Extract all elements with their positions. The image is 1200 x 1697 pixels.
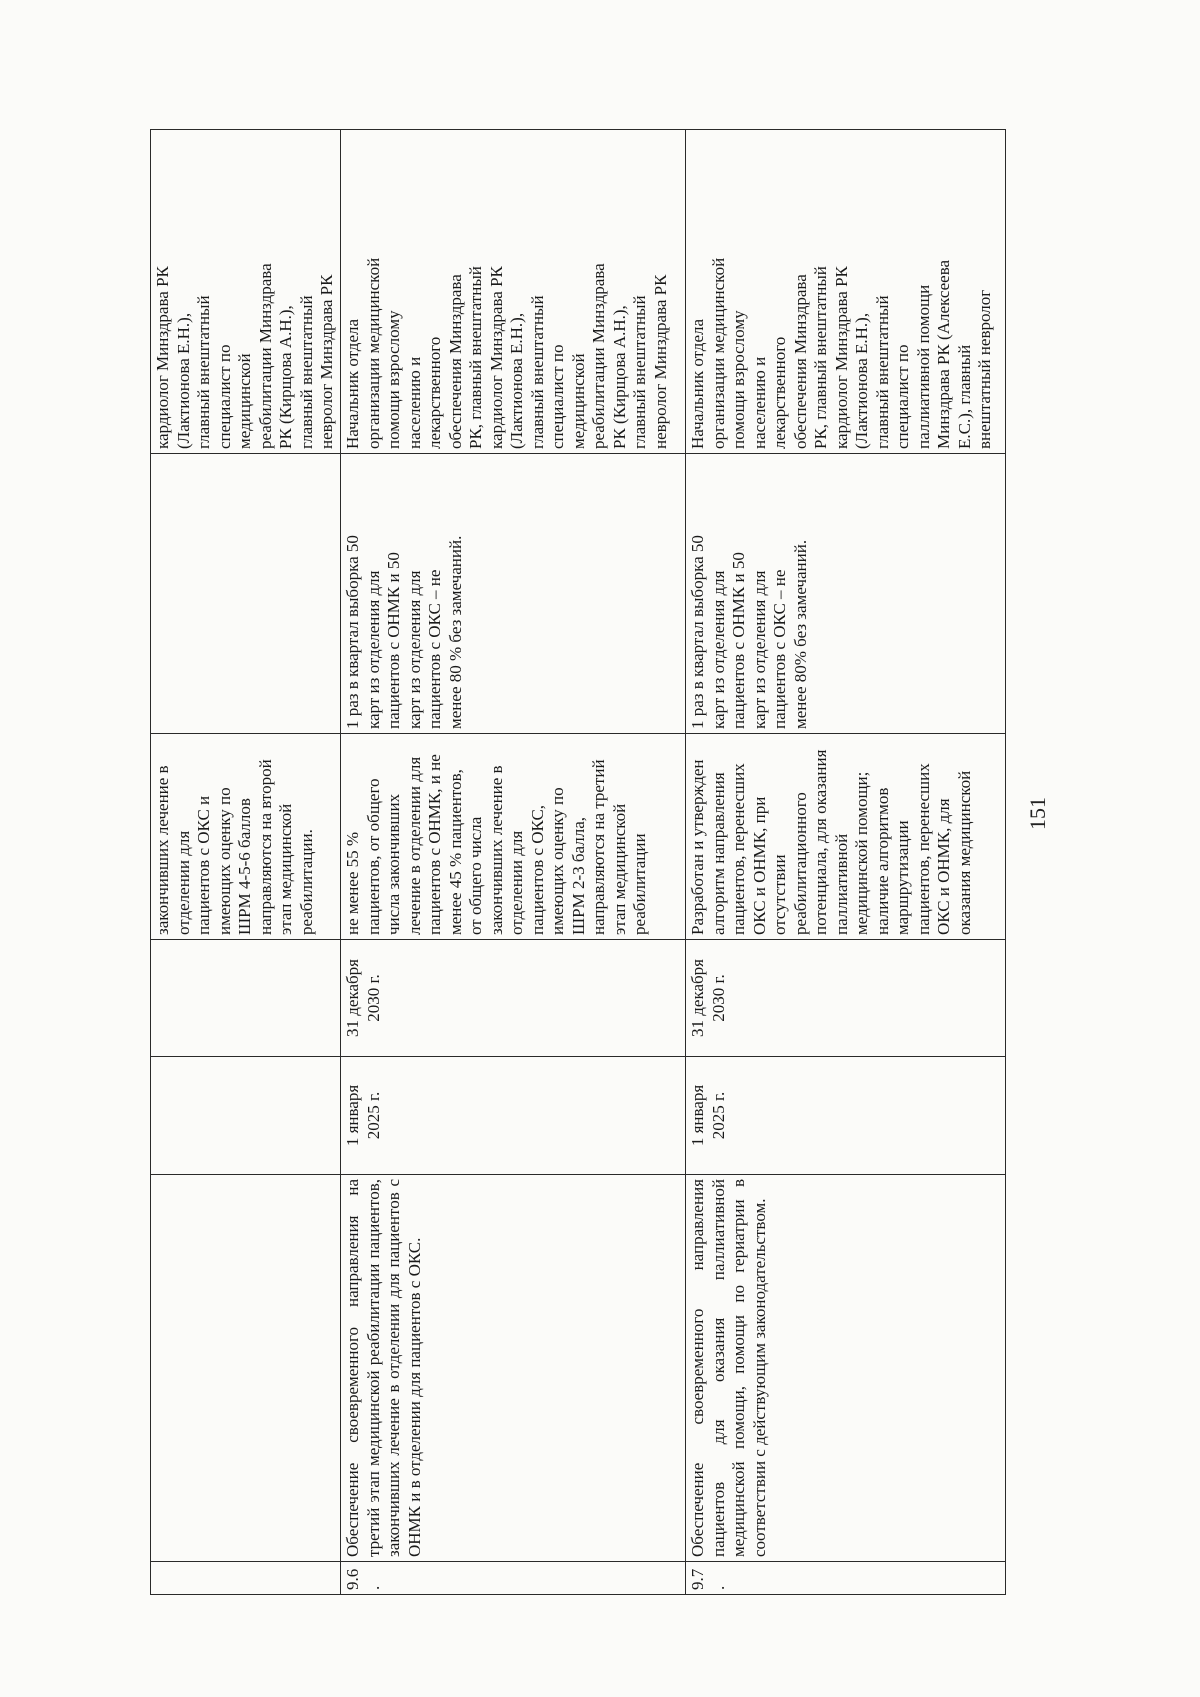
row-number <box>151 1562 341 1595</box>
end-date-cell: 31 декабря 2030 г. <box>686 940 1006 1057</box>
row-number: 9.7. <box>686 1562 1006 1595</box>
task-cell <box>151 1175 341 1562</box>
action-plan-table <box>150 129 1006 1595</box>
page-number: 151 <box>1025 797 1050 830</box>
responsible-cell: Начальник отдела организации медицинской помощи взрослому населению и лекарственного обеспечения Минздрава РК, главный внештатный кардиолог Минздрава РК (Лактионова Е.Н.), главный внештатный специалист по паллиативной помощи Минздрава РК (Алексеева Е.С.), главный внештатный невролог <box>686 130 1006 454</box>
control-cell <box>151 454 341 734</box>
start-date-cell <box>151 1057 341 1175</box>
control-cell: 1 раз в квартал выборка 50 карт из отделения для пациентов с ОНМК и 50 карт из отделения для пациентов с ОКС – не менее 80 % без замечаний. <box>341 454 686 734</box>
indicator-cell: не менее 55 % пациентов, от общего числа закончивших лечение в отделении для пациентов с ОНМК, и не менее 45 % пациентов, от общего числа закончивших лечение в отделении для пациентов с ОКС, имеющих оценку по ШРМ 2-3 балла, направляются на третий этап медицинской реабилитации <box>341 734 686 940</box>
table-row <box>151 130 341 1595</box>
indicator-cell: Разработан и утвержден алгоритм направления пациентов, перенесших ОКС и ОНМК, при отсутствии реабилитационного потенциала, для оказания паллиативной медицинской помощи; наличие алгоритмов маршрутизации пациентов, перенесших ОКС и ОНМК, для оказания медицинской <box>686 734 1006 940</box>
row-number: 9.6. <box>341 1562 686 1595</box>
start-date-cell: 1 января 2025 г. <box>341 1057 686 1175</box>
end-date-cell: 31 декабря 2030 г. <box>341 940 686 1057</box>
task-cell: Обеспечение своевременного направления на третий этап медицинской реабилитации пациентов, закончивших лечение в отделении для пациентов с ОНМК и в отделении для пациентов с ОКС. <box>341 1175 686 1562</box>
table-row <box>686 130 1006 1595</box>
start-date-cell: 1 января 2025 г. <box>686 1057 1006 1175</box>
task-cell: Обеспечение своевременного направления пациентов для оказания паллиативной медицинской помощи, помощи по гериатрии в соответствии с действующим законодательством. <box>686 1175 1006 1562</box>
indicator-cell: закончивших лечение в отделении для пациентов с ОКС и имеющих оценку по ШРМ 4-5-6 баллов направляются на второй этап медицинской реабилитации. <box>151 734 341 940</box>
table-row <box>341 130 686 1595</box>
rotated-page-content <box>150 130 1058 1595</box>
end-date-cell <box>151 940 341 1057</box>
responsible-cell: Начальник отдела организации медицинской помощи взрослому населению и лекарственного обеспечения Минздрава РК, главный внештатный кардиолог Минздрава РК (Лактионова Е.Н.), главный внештатный специалист по медицинской реабилитации Минздрава РК (Кирщова А.Н.), главный внештатный невролог Минздрава РК <box>341 130 686 454</box>
responsible-cell: кардиолог Минздрава РК (Лактионова Е.Н.), главный внештатный специалист по медицинской реабилитации Минздрава РК (Кирщова А.Н.), главный внештатный невролог Минздрава РК <box>151 130 341 454</box>
control-cell: 1 раз в квартал выборка 50 карт из отделения для пациентов с ОНМК и 50 карт из отделения для пациентов с ОКС – не менее 80% без замечаний. <box>686 454 1006 734</box>
